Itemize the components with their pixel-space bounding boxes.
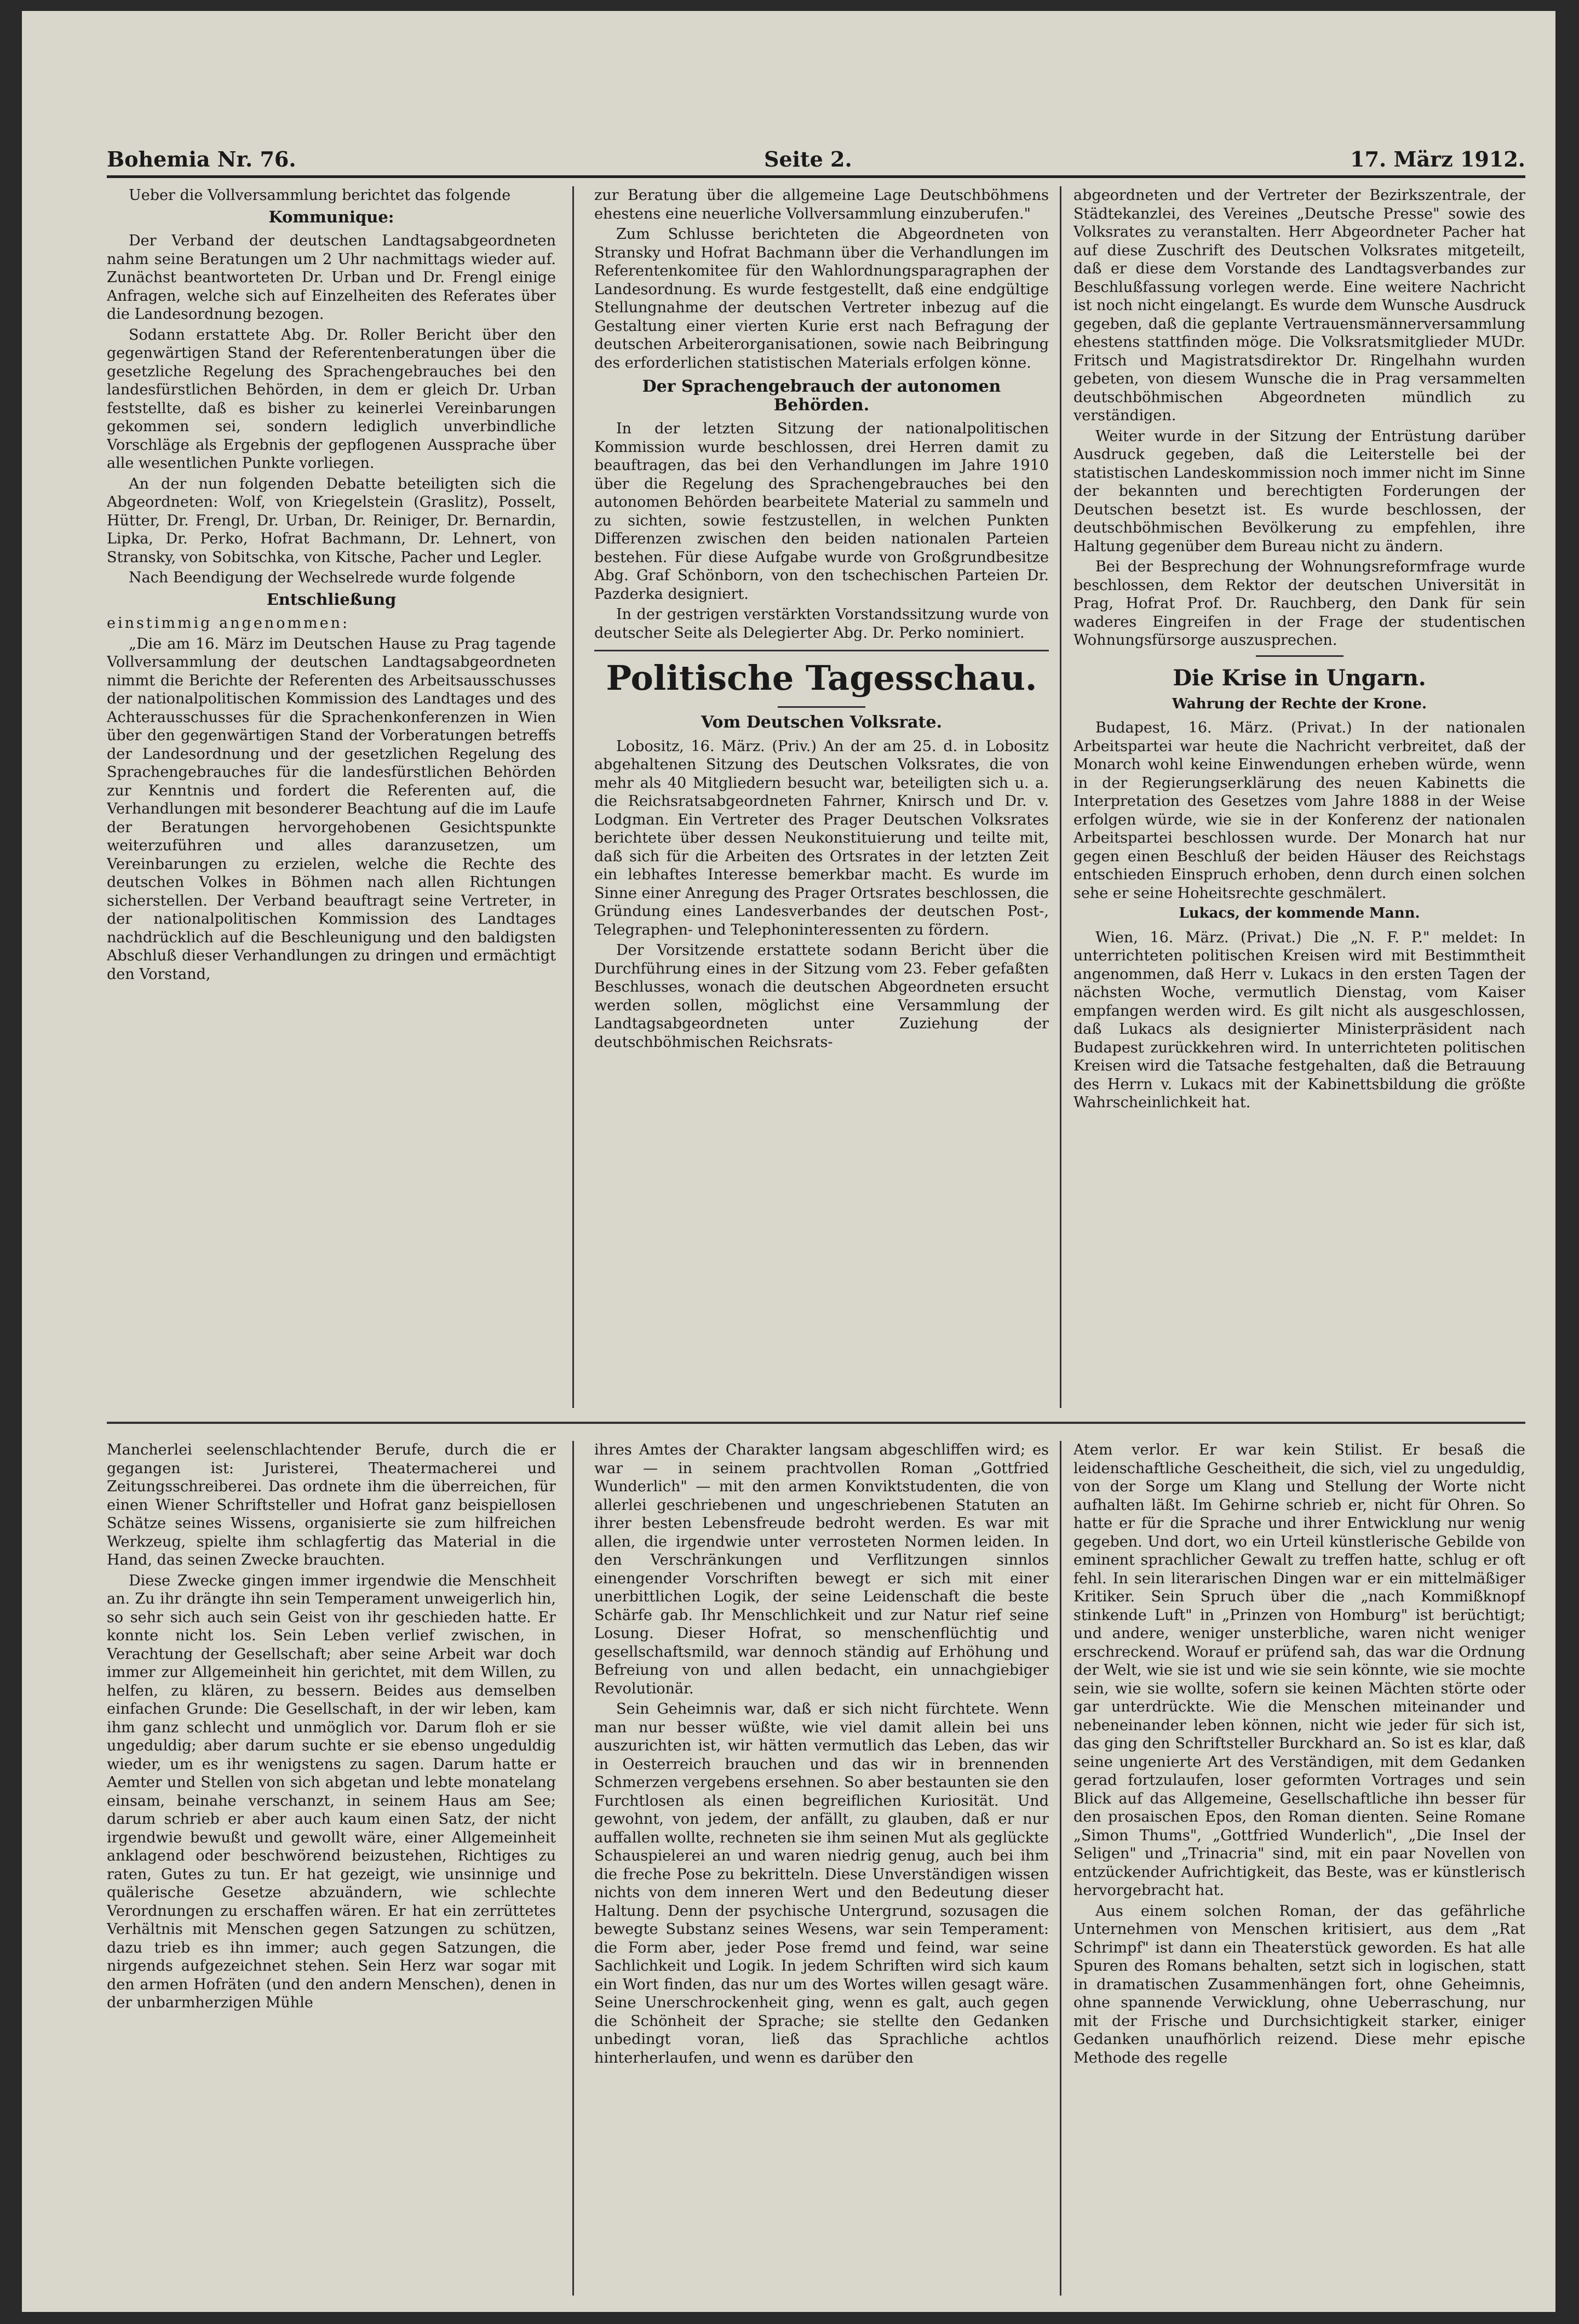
short-rule (1256, 655, 1343, 657)
masthead-page-number: Seite 2. (764, 147, 852, 171)
paragraph: Weiter wurde in der Sitzung der Entrüstung darüber Ausdruck gegeben, daß die Leiterstelle bei der statistischen Landeskommission noch immer nicht im Sinne der bekannten und berechtigten Forderungen der Deutschen besetzt ist. Es wurde beschlossen, der deutschböhmischen Bevölkerung zu empfehlen, ihre Haltung gegenüber dem Bureau nicht zu ändern. (1073, 427, 1525, 555)
section-rule (594, 650, 1049, 651)
paragraph: Sodann erstattete Abg. Dr. Roller Bericht über den gegenwärtigen Stand der Referentenberatungen über die gesetzliche Regelung des Sprachengebrauches bei den landesfürstlichen Behörden, in dem er gleich Dr. Urban feststellte, daß es bisher zu keinerlei Vereinbarungen gekommen sei, sondern lediglich unverbindliche Vorschläge als Ergebnis der gepflogenen Aussprache über alle wesentlichen Punkte vorliegen. (107, 326, 556, 472)
masthead-paper-number: Bohemia Nr. 76. (107, 147, 296, 171)
short-rule (778, 706, 865, 708)
paragraph: Atem verlor. Er war kein Stilist. Er besaß die leidenschaftliche Gescheitheit, die sich, viel zu ungeduldig, von der Sorge um Klang und Stellung der Worte nicht aufhalten läßt. Im Gehirne schrieb er, nicht für Ohren. So hatte er für die Sprache und ihrer Entwicklung nur wenig gegeben. Und dort, wo ein Urteil künstlerische Gebilde von eminent sprachlicher Gewalt zu treffen hatte, schlug er oft fehl. In sein literarischen Dingen war er ein mittelmäßiger Kritiker. Sein Spruch über die „nach Kommißknopf stinkende Luft" in „Prinzen von Homburg" ist berüchtigt; und andere, weniger unsterbliche, waren nicht weniger erschreckend. Worauf er prüfend sah, das war die Ordnung der Welt, wie sie ist und wie sie sein könnte, wie sie mochte sein, wie sie wollte, sofern sie keinen Mächten störte oder gar unterdrückte. Wie die Menschen miteinander und nebeneinander leben können, nicht wie jeder für sich ist, das ging den Schriftsteller Burckhard an. So ist es klar, daß seine ungenierte Art des Verständigen, mit dem Gedanken gerad fortzulaufen, loser geformten Vortrages und sein Blick auf das Allgemeine, Gesellschaftliche ihn besser für den prosaischen Epos, den Roman dienten. Seine Romane „Simon Thums", „Gottfried Wunderlich", „Die Insel der Seligen" und „Trinacria" sind, mit ein paar Novellen von entzückender Aufrichtigkeit, das Beste, was er künstlerisch hervorgebracht hat. (1073, 1441, 1525, 1899)
paragraph: Der Verband der deutschen Landtagsabgeordneten nahm seine Beratungen um 2 Uhr nachmittags wieder auf. Zunächst beantworteten Dr. Urban und Dr. Frengl einige Anfragen, welche sich auf Einzelheiten des Referates über die Landesordnung bezogen. (107, 232, 556, 323)
paragraph: In der gestrigen verstärkten Vorstandssitzung wurde von deutscher Seite als Delegierter Abg. Dr. Perko nominiert. (594, 606, 1049, 642)
section-heading: Kommunique: (268, 207, 394, 226)
column-rule (1060, 1441, 1061, 2296)
paragraph: zur Beratung über die allgemeine Lage Deutschböhmens ehestens eine neuerliche Vollversammlung einzuberufen." (594, 187, 1049, 222)
article-column-2 (594, 186, 1049, 1413)
feuilleton-column-1 (107, 1441, 556, 2296)
article-column-3 (1073, 186, 1525, 1413)
paragraph: Lobositz, 16. März. (Priv.) An der am 25. d. in Lobositz abgehaltenen Sitzung des Deutschen Volksrates, die von mehr als 40 Mitgliedern besucht war, beteiligten sich u. a. die Reichsratsabgeordneten Fahrner, Knirsch und Dr. v. Lodgman. Ein Vertreter des Prager Deutschen Volksrates berichtete über dessen Neukonstituierung und teilte mit, daß sich für die Arbeiten des Ortsrates in der letzten Zeit ein lebhaftes Interesse bemerkbar macht. Es wurde im Sinne einer Anregung des Prager Ortsrates beschlossen, die Gründung eines Landesverbandes der deutschen Post-, Telegraphen- und Telephoninteressenten zu fördern. (594, 737, 1049, 938)
article-heading: Vom Deutschen Volksrate. (700, 713, 943, 732)
paragraph: einstimmig angenommen: (107, 615, 350, 632)
section-heading: Entschließung (266, 589, 397, 609)
paragraph: Diese Zwecke gingen immer irgendwie die Menschheit an. Zu ihr drängte ihn sein Temperament unweigerlich hin, so sehr sich auch sein Geist von ihr geschieden hatte. Er konnte nicht los. Sein Leben verlief zwischen, in Verachtung der Gesellschaft; aber seine Arbeit war doch immer zur Allgemeinheit hin gerichtet, mit dem Willen, zu helfen, zu klären, zu bessern. Beides aus demselben einfachen Grunde: Die Gesellschaft, in der wir leben, kam ihm ganz schlecht und unmöglich vor. Darum floh er sie ungeduldig; aber darum suchte er sie ebenso ungeduldig wieder, um es ihr wenigstens zu sagen. Darum hatte er Aemter und Stellen von sich abgetan und lebte monatelang einsam, beinahe verschanzt, in seinem Haus am See; darum schrieb er aber auch kaum einen Satz, der nicht irgendwie bewußt und gewollt wäre, einer Allgemeinheit anklagend oder beschwörend beizustehen, Richtiges zu raten, Gutes zu tun. Er hat gezeigt, wie unsinnige und quälerische Gesetze abzuändern, wie schlechte Verordnungen zu erschaffen wären. Er hat ein zerrüttetes Verhältnis mit Menschen gegen Satzungen zu schützen, dazu trieb es ihn immer; auch gegen Satzungen, die nirgends aufgezeichnet stehen. Sein Herz war sogar mit den armen Hofräten (und den andern Menschen), denen in der unbarmherzigen Mühle (107, 1572, 556, 2011)
paragraph: Wien, 16. März. (Privat.) Die „N. F. P." meldet: In unterrichteten politischen Kreisen wird mit Bestimmtheit angenommen, daß Herr v. Lukacs in den ersten Tagen der nächsten Woche, vermutlich Dienstag, vom Kaiser empfangen werden wird. Es gilt nicht als ausgeschlossen, daß Lukacs als designierter Ministerpräsident nach Budapest zurückkehren wird. In unterrichteten politischen Kreisen wird die Tatsache festgehalten, daß die Betrauung des Herrn v. Lukacs mit der Kabinettsbildung die größte Wahrscheinlichkeit hat. (1073, 929, 1525, 1111)
paragraph: In der letzten Sitzung der nationalpolitischen Kommission wurde beschlossen, drei Herren damit zu beauftragen, das bei den Verhandlungen im Jahre 1910 über die Regelung des Sprachengebrauches bei den autonomen Behörden bearbeitete Material zu sammeln und zu sichten, sowie festzustellen, in welchen Punkten Differenzen zwischen den beiden nationalen Parteien bestehen. Für diese Aufgabe wurde von Großgrundbesitze Abg. Graf Schönborn, von den tschechischen Parteien Dr. Pazderka designiert. (594, 420, 1049, 603)
paragraph: Nach Beendigung der Wechselrede wurde folgende (129, 569, 515, 586)
paragraph: Budapest, 16. März. (Privat.) In der nationalen Arbeitspartei war heute die Nachricht verbreitet, daß der Monarch wohl keine Einwendungen erheben würde, wenn in der Regierungserklärung des neuen Kabinetts die Interpretation des Gesetzes vom Jahre 1888 in der Weise erfolgen würde, wie sie in der Konferenz der nationalen Arbeitspartei beschlossen wurde. Der Monarch hat nur gegen einen Beschluß der beiden Häuser des Reichstags entschieden Einspruch erhoben, denn durch einen solchen sehe er seine Hoheitsrechte geschmälert. (1073, 719, 1525, 902)
article-column-1 (107, 186, 556, 1413)
paragraph: Bei der Besprechung der Wohnungsreformfrage wurde beschlossen, dem Rektor der deutschen Universität in Prag, Hofrat Prof. Dr. Rauchberg, den Dank für sein waderes Eingreifen in der Frage der studentischen Wohnungsfürsorge auszusprechen. (1073, 558, 1525, 649)
column-rule (572, 186, 574, 1408)
paragraph: Sein Geheimnis war, daß er sich nicht fürchtete. Wenn man nur besser wüßte, wie viel damit allein bei uns auszurichten ist, wir hätten vermutlich das Leben, das wir in Oesterreich brauchen und das wir in brennenden Schmerzen vergebens ersehnen. So aber bestaunten sie den Furchtlosen als einen begreiflichen Kuriosität. Und gewohnt, von jedem, der anfällt, zu glauben, daß er nur auffallen wollte, rechneten sie ihm seinen Mut als geglückte Schauspielerei an und waren niedrig genug, auch bei ihm die freche Pose zu bekritteln. Diese Unverständigen wissen nichts von dem inneren Wert und den Bedeutung dieser Haltung. Denn der psychische Untergrund, sozusagen die bewegte Substanz seines Wesens, war sein Temperament: die Form aber, jeder Pose fremd und feind, war seine Sachlichkeit und Logik. In jedem Schriften wird sich kaum ein Wort finden, das nur um des Wortes willen gesagt wäre. Seine Unerschrockenheit ging, wenn es galt, auch gegen die Schönheit der Sprache; sie stellte den Gedanken unbedingt voran, ließ das Sprachliche achtlos hinterherlaufen, und wenn es darüber den (594, 1701, 1049, 2067)
article-heading: Die Krise in Ungarn. (1173, 665, 1426, 691)
politics-section-title: Politische Tagesschau. (606, 658, 1037, 698)
masthead (107, 137, 1525, 178)
feuilleton-column-3 (1073, 1441, 1525, 2296)
feuilleton-column-2 (594, 1441, 1049, 2296)
paragraph: Ueber die Vollversammlung berichtet das folgende (129, 187, 511, 204)
column-rule (572, 1441, 574, 2296)
feuilleton-rule (107, 1422, 1525, 1424)
column-rule (1060, 186, 1061, 1408)
article-subheading: Wahrung der Rechte der Krone. (1172, 695, 1427, 712)
paragraph: Zum Schlusse berichteten die Abgeordneten von Stransky und Hofrat Bachmann über die Verhandlungen im Referentenkomitee für den Wahlordnungsparagraphen der Landesordnung. Es wurde festgestellt, daß eine endgültige Stellungnahme der deutschen Vertreter inbezug auf die Gestaltung einer vierten Kurie erst nach Befragung der deutschen Arbeiterorganisationen, sowie nach Beibringung des erforderlichen statistischen Materials erfolgen könne. (594, 226, 1049, 371)
paragraph: ihres Amtes der Charakter langsam abgeschliffen wird; es war — in seinem prachtvollen Roman „Gottfried Wunderlich" — mit den armen Konviktstudenten, die von allerlei geschriebenen und ungeschriebenen Statuten an ihrer besten Lebensfreude bedroht werden. Es war mit allen, die irgendwie unter verrosteten Normen leiden. In den Verschränkungen und Verflitzungen sinnlos einengender Vorschriften bewegt er sich mit einer unerbittlichen Logik, der seine Leidenschaft die beste Schärfe gab. Ihr Menschlichkeit und zur Natur rief seine Losung. Dieser Hofrat, so menschenflüchtig und gesellschaftsmild, war dennoch ständig auf Erhöhung und Befreiung von und allen bedacht, ein unnachgiebiger Revolutionär. (594, 1441, 1049, 1697)
article-subheading: Lukacs, der kommende Mann. (1179, 905, 1420, 921)
paragraph: „Die am 16. März im Deutschen Hause zu Prag tagende Vollversammlung der deutschen Landtagsabgeordneten nimmt die Berichte der Referenten des Arbeitsausschusses der nationalpolitischen Kommission des Landtages und des Achterausschusses für die Sprachenkonferenzen in Wien über den gegenwärtigen Stand der Vorberatungen betreffs der Landesordnung und der gesetzlichen Regelung des Sprachengebrauches für die landesfürstlichen Behörden zur Kenntnis und fordert die Referenten auf, die Verhandlungen mit besonderer Beachtung auf die im Laufe der Beratungen hervorgehobenen Gesichtspunkte weiterzuführen und alles daranzusetzen, um Vereinbarungen zu erzielen, welche die Rechte des deutschen Volkes in Böhmen nach allen Richtungen sicherstellen. Der Verband beauftragt seine Vertreter, in der nationalpolitischen Kommission des Landtages nachdrücklich auf die Beschleunigung und den baldigsten Abschluß dieser Verhandlungen zu dringen und ermächtigt den Vorstand, (107, 635, 556, 983)
section-heading: Der Sprachengebrauch der autonomen Behörden. (642, 377, 1001, 415)
newspaper-page (22, 11, 1555, 2312)
paragraph: Mancherlei seelenschlachtender Berufe, durch die er gegangen ist: Juristerei, Theatermacherei und Zeitungsschreiberei. Das ordnete ihm die überreichen, für einen Wiener Schriftsteller und Hofrat ganz beispiellosen Schätze seines Wissens, organisierte sie zum hilfreichen Werkzeug, spielte ihm schlagfertig das Material in die Hand, das seinen Zwecke brauchten. (107, 1441, 556, 1569)
masthead-date: 17. März 1912. (1350, 147, 1525, 171)
paragraph: abgeordneten und der Vertreter der Bezirkszentrale, der Städtekanzlei, des Vereines „Deutsche Presse" sowie des Volksrates zu veranstalten. Herr Abgeordneter Pacher hat auf diese Zuschrift des Deutschen Volksrates mitgeteilt, daß er diese dem Vorstande des Landtagsverbandes zur Beschlußfassung vorlegen werde. Eine weitere Nachricht ist noch nicht eingelangt. Es wurde dem Wunsche Ausdruck gegeben, daß die geplante Vertrauensmännerversammlung ehestens stattfinden möge. Die Volksratsmitglieder MUDr. Fritsch und Magistratsdirektor Dr. Ringelhahn wurden gebeten, von diesem Wunsche die in Prag versammelten deutschböhmischen Abgeordneten mündlich zu verständigen. (1073, 187, 1525, 424)
paragraph: Aus einem solchen Roman, der das gefährliche Unternehmen von Menschen kritisiert, aus dem „Rat Schrimpf" ist dann ein Theaterstück geworden. Es hat alle Spuren des Romans behalten, setzt sich in logischen, statt in dramatischen Zusammenhängen fort, ohne Geheimnis, ohne spannende Verwicklung, ohne Ueberraschung, nur mit der Frische und Durchsichtigkeit starker, einiger Gedanken unaufhörlich reizend. Diese mehr epische Methode des regelle (1073, 1902, 1525, 2067)
paragraph: Der Vorsitzende erstattete sodann Bericht über die Durchführung eines in der Sitzung vom 23. Feber gefaßten Beschlusses, wonach die deutschen Abgeordneten ersucht werden sollen, möglichst eine Versammlung der Landtagsabgeordneten unter Zuziehung der deutschböhmischen Reichsrats- (594, 942, 1049, 1051)
paragraph: An der nun folgenden Debatte beteiligten sich die Abgeordneten: Wolf, von Kriegelstein (Graslitz), Posselt, Hütter, Dr. Frengl, Dr. Urban, Dr. Reiniger, Dr. Bernardin, Lipka, Dr. Perko, Hofrat Bachmann, Dr. Lehnert, von Stransky, von Sobitschka, von Kitsche, Pacher und Legler. (107, 475, 556, 566)
